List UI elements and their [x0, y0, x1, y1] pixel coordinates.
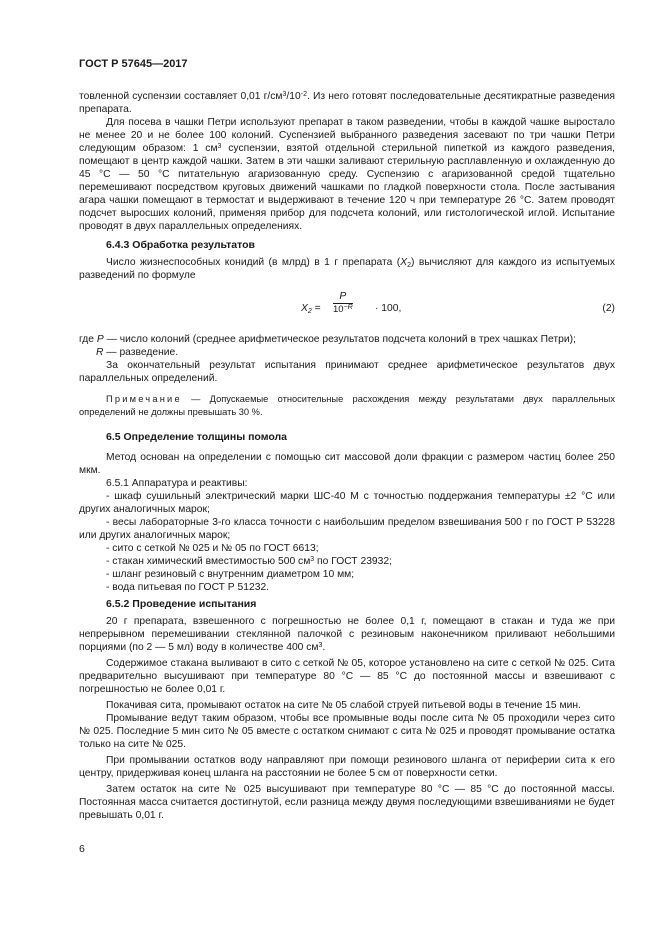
formula-tail: · 100,: [375, 303, 402, 314]
document-header: ГОСТ Р 57645—2017: [79, 58, 188, 70]
section-heading: 6.5.2 Проведение испытания: [106, 598, 257, 610]
paragraph: 20 г препарата, взвешенного с погрешностью не более 0,1 г, помещают в стакан и туда же при непрерывном перемешивании стеклянной палочкой с резиновым наконечником приливают небольшими порциями (по 2 — 5 мл) воду в количестве 400 $см^3$.: [79, 616, 615, 653]
paragraph: Промывание ведут таким образом, чтобы все промывные воды после сита № 05 проходили через сито № 025. Последние 5 мин сито № 05 вместе с остатком снимают с сита № 025 и проводят промывание остатка только на сите № 025.: [79, 713, 615, 750]
list-item: - стакан химический вместимостью 500 $см^3$ по ГОСТ 23932;: [106, 556, 392, 567]
paragraph: Число жизнеспособных конидий (в млрд) в 1 г препарата $(X_2)$ вычисляют для каждого из испытуемых разведений по формуле: [79, 257, 615, 281]
formula-number: (2): [602, 303, 615, 314]
paragraph: товленной суспензии составляет 0,01 $г/см^3/10^{-2}$. Из него готовят последовательные десятикратные разведения препарата.: [79, 91, 615, 115]
paragraph: За окончательный результат испытания принимают среднее арифметическое результатов двух параллельных определений.: [79, 360, 615, 384]
formula-legend: где P — число колоний (среднее арифметическое результатов подсчета колоний в трех чашках Петри);: [79, 334, 576, 345]
section-heading: 6.4.3 Обработка результатов: [106, 239, 255, 251]
document-page: [79, 58, 615, 822]
note: Примечание — Допускаемые относительные расхождения между результатами двух параллельных определений не должны превышать 30 %.: [79, 394, 615, 417]
list-item: - весы лабораторные 3-го класса точности с наибольшим пределом взвешивания 500 г по ГОСТ Р 53228 или других аналогичных марок;: [79, 517, 615, 541]
paragraph: Содержимое стакана выливают в сито с сеткой № 05, которое установлено на сите с сеткой № 025. Сита предварительно высушивают при температуре 80 °С — 85 °С до постоянной массы и взвешивают с погрешностью не более 0,01 г.: [79, 658, 615, 695]
equipment-list: [79, 490, 615, 594]
section-heading: 6.5 Определение толщины помола: [106, 431, 287, 443]
paragraph: Затем остаток на сите № 025 высушивают при температуре 80 °С — 85 °С до постоянной массы. Постоянная масса считается достигнутой, если разница между двумя последующими взвешиваниями не будет превышать 0,01 г.: [79, 784, 615, 821]
formula-denominator: $10^{-R}$: [333, 304, 353, 315]
paragraph: Покачивая сита, промывают остаток на сите № 05 слабой струей питьевой воды в течение 15 мин.: [106, 700, 581, 711]
list-item: - вода питьевая по ГОСТ Р 51232.: [106, 582, 270, 593]
list-item: - шкаф сушильный электрический марки ШС-40 М с точностью поддержания температуры ±2 °С или других аналогичных марок;: [79, 491, 615, 515]
page-number: 6: [79, 843, 85, 855]
paragraph: Для посева в чашки Петри используют препарат в таком разведении, чтобы в каждой чашке выростало не менее 20 и не более 100 колоний. Суспензией выбранного разведения засевают по три чашки Петри следующим образом: 1 $см^3$ суспензии, взятой отдельной стерильной пипеткой из каждого разведения, помещают в центр каждой чашки. Затем в эти чашки заливают стерильную расплавленную и охлажденную до 45 °С — 50 °С питательную агаризованную среду. Суспензию с агаризованной средой тщательно перемешивают посредством круговых движений чашками по гладкой поверхности стола. После застывания агара чашки помещают в термостат и выдерживают в течение 120 ч при температуре 26 °С. Затем проводят подсчет выросших колоний, применяя прибор для подсчета колоний, или гистологической иглой. Испытание проводят в двух параллельных определениях.: [79, 117, 616, 232]
paragraph: При промывании остатков воду направляют при помощи резинового шланга от периферии сита к его центру, придерживая конец шланга на расстоянии не более 5 см от поверхности сетки.: [79, 755, 615, 779]
paragraph: Метод основан на определении с помощью сит массовой доли фракции с размером частиц более 250 мкм.: [79, 452, 615, 476]
formula: [79, 289, 615, 329]
list-item: - сито с сеткой № 025 и № 05 по ГОСТ 6613;: [106, 543, 319, 554]
paragraph: 6.5.1 Аппаратура и реактивы:: [106, 478, 248, 489]
formula-lhs: $X_2$ =: [301, 303, 321, 315]
formula-fraction: [333, 291, 353, 316]
formula-numerator: P: [333, 291, 353, 304]
formula-legend: R — разведение.: [96, 347, 179, 358]
note-label: Примечание: [106, 394, 182, 404]
list-item: - шланг резиновый с внутренним диаметром 10 мм;: [106, 569, 355, 580]
